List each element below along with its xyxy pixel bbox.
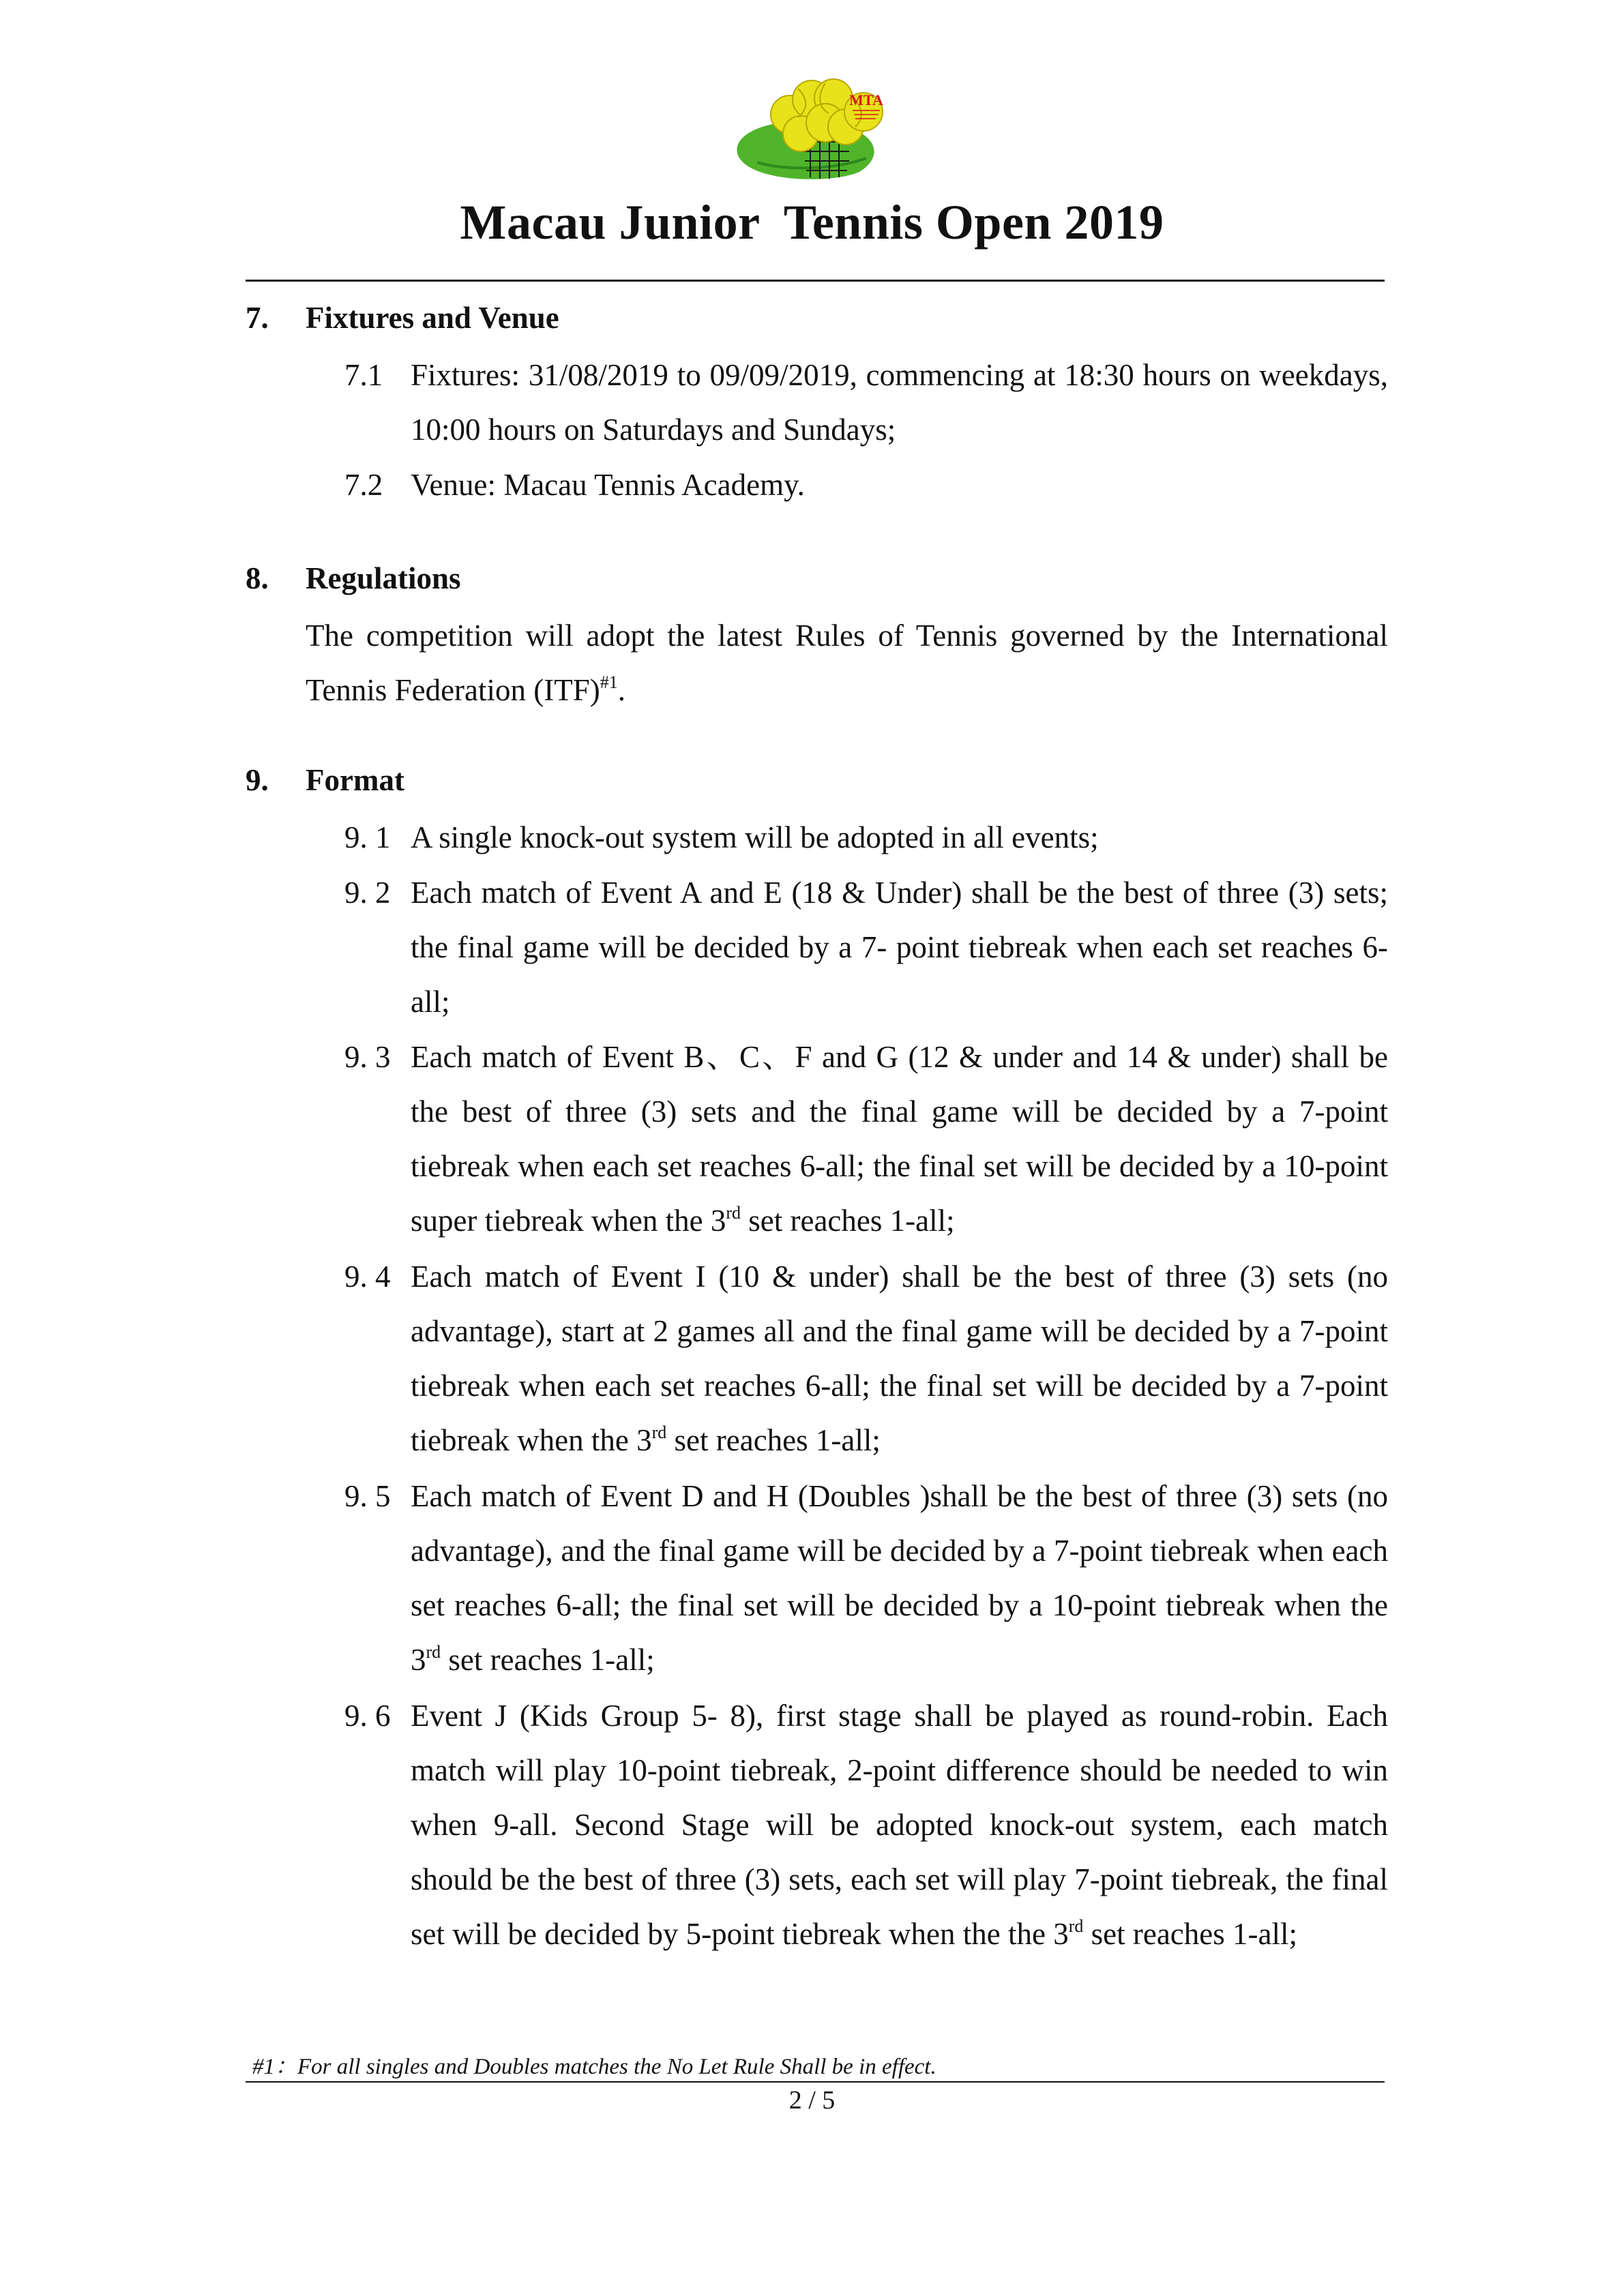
item-7-1: 7.1 Fixtures: 31/08/2019 to 09/09/2019, commencing at 18:30 hours on weekdays, 10:00 hours on Saturdays and Sundays; (344, 358, 1388, 447)
item-9-3: 9. 3 Each match of Event B、C、F and G (12 & under and 14 & under) shall be the best of three (3) sets and the final game will be decided by a 7-point tiebreak when each set reaches 6-all; the final set will be decided by a 10-point super tiebreak when the 3rd set reaches 1-all; (344, 1040, 1388, 1238)
section-7-heading: 7. Fixtures and Venue (246, 301, 559, 335)
item-9-5: 9. 5 Each match of Event D and H (Doubles )shall be the best of three (3) sets (no advantage), and the final game will be decided by a 7-point tiebreak when each set reaches 6-all; the final set will be decided by a 10-point tiebreak when the 3rd set reaches 1-all; (344, 1479, 1388, 1677)
section-8-heading: 8. Regulations (246, 561, 461, 595)
section-9-heading: 9. Format (246, 763, 404, 797)
page-number: 2 / 5 (788, 2086, 836, 2115)
item-9-4: 9. 4 Each match of Event I (10 & under) shall be the best of three (3) sets (no advantage), start at 2 games all and the final game will be decided by a 7-point tiebreak when each set reaches 6-all; the final set will be decided by a 7-point tiebreak when the 3rd set reaches 1-all; (344, 1259, 1388, 1457)
tennis-association-logo (730, 75, 914, 184)
svg-text:MTA: MTA (849, 91, 883, 108)
item-9-6: 9. 6 Event J (Kids Group 5- 8), first stage shall be played as round-robin. Each match will play 10-point tiebreak, 2-point difference should be needed to win when 9-all. Second Stage will be adopted knock-out system, each match should be the best of three (3) sets, each set will play 7-point tiebreak, the final set will be decided by 5-point tiebreak when the the 3rd set reaches 1-all; (344, 1699, 1388, 1951)
header-divider (246, 280, 1385, 282)
document-title: Macau Junior Tennis Open 2019 (460, 195, 1164, 250)
item-9-1: 9. 1 A single knock-out system will be adopted in all events; (344, 820, 1099, 854)
footnote: #1：For all singles and Doubles matches the No Let Rule Shall be in effect. (252, 2055, 936, 2079)
regulations-paragraph: The competition will adopt the latest Rules of Tennis governed by the International Tennis Federation (ITF)$^{\#1}$. (306, 618, 1388, 707)
item-7-2: 7.2 Venue: Macau Tennis Academy. (344, 468, 805, 502)
footer-divider (246, 2081, 1385, 2083)
item-9-2: 9. 2 Each match of Event A and E (18 & Under) shall be the best of three (3) sets; the final game will be decided by a 7- point tiebreak when each set reaches 6-all; (344, 876, 1388, 1019)
